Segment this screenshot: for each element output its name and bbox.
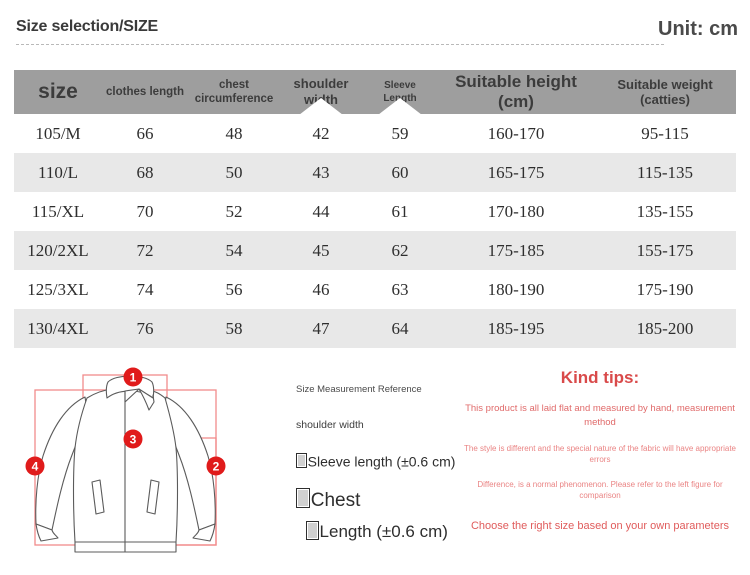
table-row [14,114,736,153]
cell-shoulder: 46 [312,279,330,299]
measurement-sleeve-length-text: Sleeve length (±0.6 cm) [307,453,456,470]
cell-chest: 56 [225,279,243,299]
cell-shoulder: 47 [312,318,330,338]
cell-shoulder: 43 [312,162,330,182]
cell-chest: 52 [225,201,243,221]
size-table-container [14,70,736,348]
shoulder-header-line1: shoulder [293,75,349,91]
kind-tips-line-2: The style is different and the special nature of the fabric will have appropriate errors [463,443,736,464]
chest-header-line2: circumference [194,93,274,105]
table-row [14,231,736,270]
cell-shoulder: 44 [312,201,330,221]
sleeve-header-line2: Length [383,93,417,104]
cell-size: 115/XL [31,201,85,221]
title-divider [16,44,664,45]
cell-weight: 175-190 [636,279,694,299]
cell-size: 125/3XL [27,279,89,299]
cell-weight: 155-175 [636,240,694,260]
missing-glyph-icon [296,488,310,508]
kind-tips-line-1: This product is all laid flat and measured by hand, measurement method [465,403,735,428]
cell-sleeve: 61 [391,201,409,221]
column-header-shoulder-width [280,70,362,114]
cell-height: 175-185 [487,240,545,260]
column-header-clothes-length: clothes length [102,70,188,114]
badge-1-label: 1 [129,370,137,385]
chest-header-line1: chest [218,78,250,91]
cell-height: 165-175 [487,162,545,182]
column-header-size: size [14,70,102,114]
cell-size: 105/M [35,123,81,143]
cell-weight: 115-135 [636,162,694,182]
column-header-suitable-weight: Suitable weight (catties) [594,70,736,114]
kind-tips-title: Kind tips: [560,368,640,387]
cell-clothes-length: 72 [136,240,154,260]
kind-tips-line-4: Choose the right size based on your own parameters [470,520,730,533]
sleeve-header-line1: Sleeve [384,80,416,91]
badge-2-label: 2 [212,459,220,474]
cell-chest: 54 [225,240,243,260]
size-table [14,70,736,348]
shoulder-header-line2: width [304,92,338,107]
cell-height: 170-180 [487,201,545,221]
cell-sleeve: 59 [391,123,409,143]
cell-chest: 50 [225,162,243,182]
bottom-section [0,358,750,575]
cell-chest: 58 [225,318,243,338]
cell-sleeve: 62 [391,240,409,260]
cell-size: 110/L [38,162,78,182]
table-header-row [14,70,736,114]
table-row [14,192,736,231]
badge-3 [124,430,143,449]
table-row [14,309,736,348]
missing-glyph-icon [306,521,319,539]
cell-clothes-length: 66 [136,123,154,143]
cell-shoulder: 42 [312,123,330,143]
cell-size: 130/4XL [27,318,89,338]
cell-sleeve: 64 [391,318,409,338]
badge-1 [124,368,143,387]
column-header-sleeve-length [362,70,438,114]
table-header [14,70,736,114]
measurement-shoulder-width: shoulder width [296,419,364,431]
kind-tips-line-3: Difference, is a normal phenomenon. Please refer to the left figure for comparison [477,479,723,501]
cell-clothes-length: 68 [136,162,154,182]
cell-clothes-length: 74 [136,279,154,299]
cell-sleeve: 60 [391,162,409,182]
unit-label: Unit: cm [658,18,738,40]
measurement-reference-title: Size Measurement Reference [296,384,422,395]
cell-chest: 48 [225,123,243,143]
badge-2 [207,457,226,476]
badge-4 [26,457,45,476]
table-row [14,270,736,309]
cell-clothes-length: 76 [136,318,154,338]
cell-clothes-length: 70 [136,201,154,221]
cell-size: 120/2XL [27,240,89,260]
cell-weight: 185-200 [636,318,694,338]
missing-glyph-icon [296,453,307,468]
measurement-length-text: Length (±0.6 cm) [319,522,448,542]
kind-tips-column [456,368,744,535]
column-header-chest-circumference [188,70,280,114]
cell-shoulder: 45 [312,240,330,260]
cell-height: 185-195 [487,318,545,338]
cell-weight: 135-155 [636,201,694,221]
cell-weight: 95-115 [641,123,689,143]
cell-sleeve: 63 [391,279,409,299]
jacket-measurement-diagram [8,360,276,572]
column-header-suitable-height: Suitable height (cm) [438,70,594,114]
title-bar [0,18,750,58]
table-row [14,153,736,192]
table-body [14,114,736,348]
cell-height: 160-170 [487,123,545,143]
page-title: Size selection/SIZE [16,18,159,35]
badge-3-label: 3 [129,432,137,447]
cell-height: 180-190 [487,279,545,299]
measurement-chest-text: Chest [310,489,361,511]
badge-4-label: 4 [31,459,39,474]
